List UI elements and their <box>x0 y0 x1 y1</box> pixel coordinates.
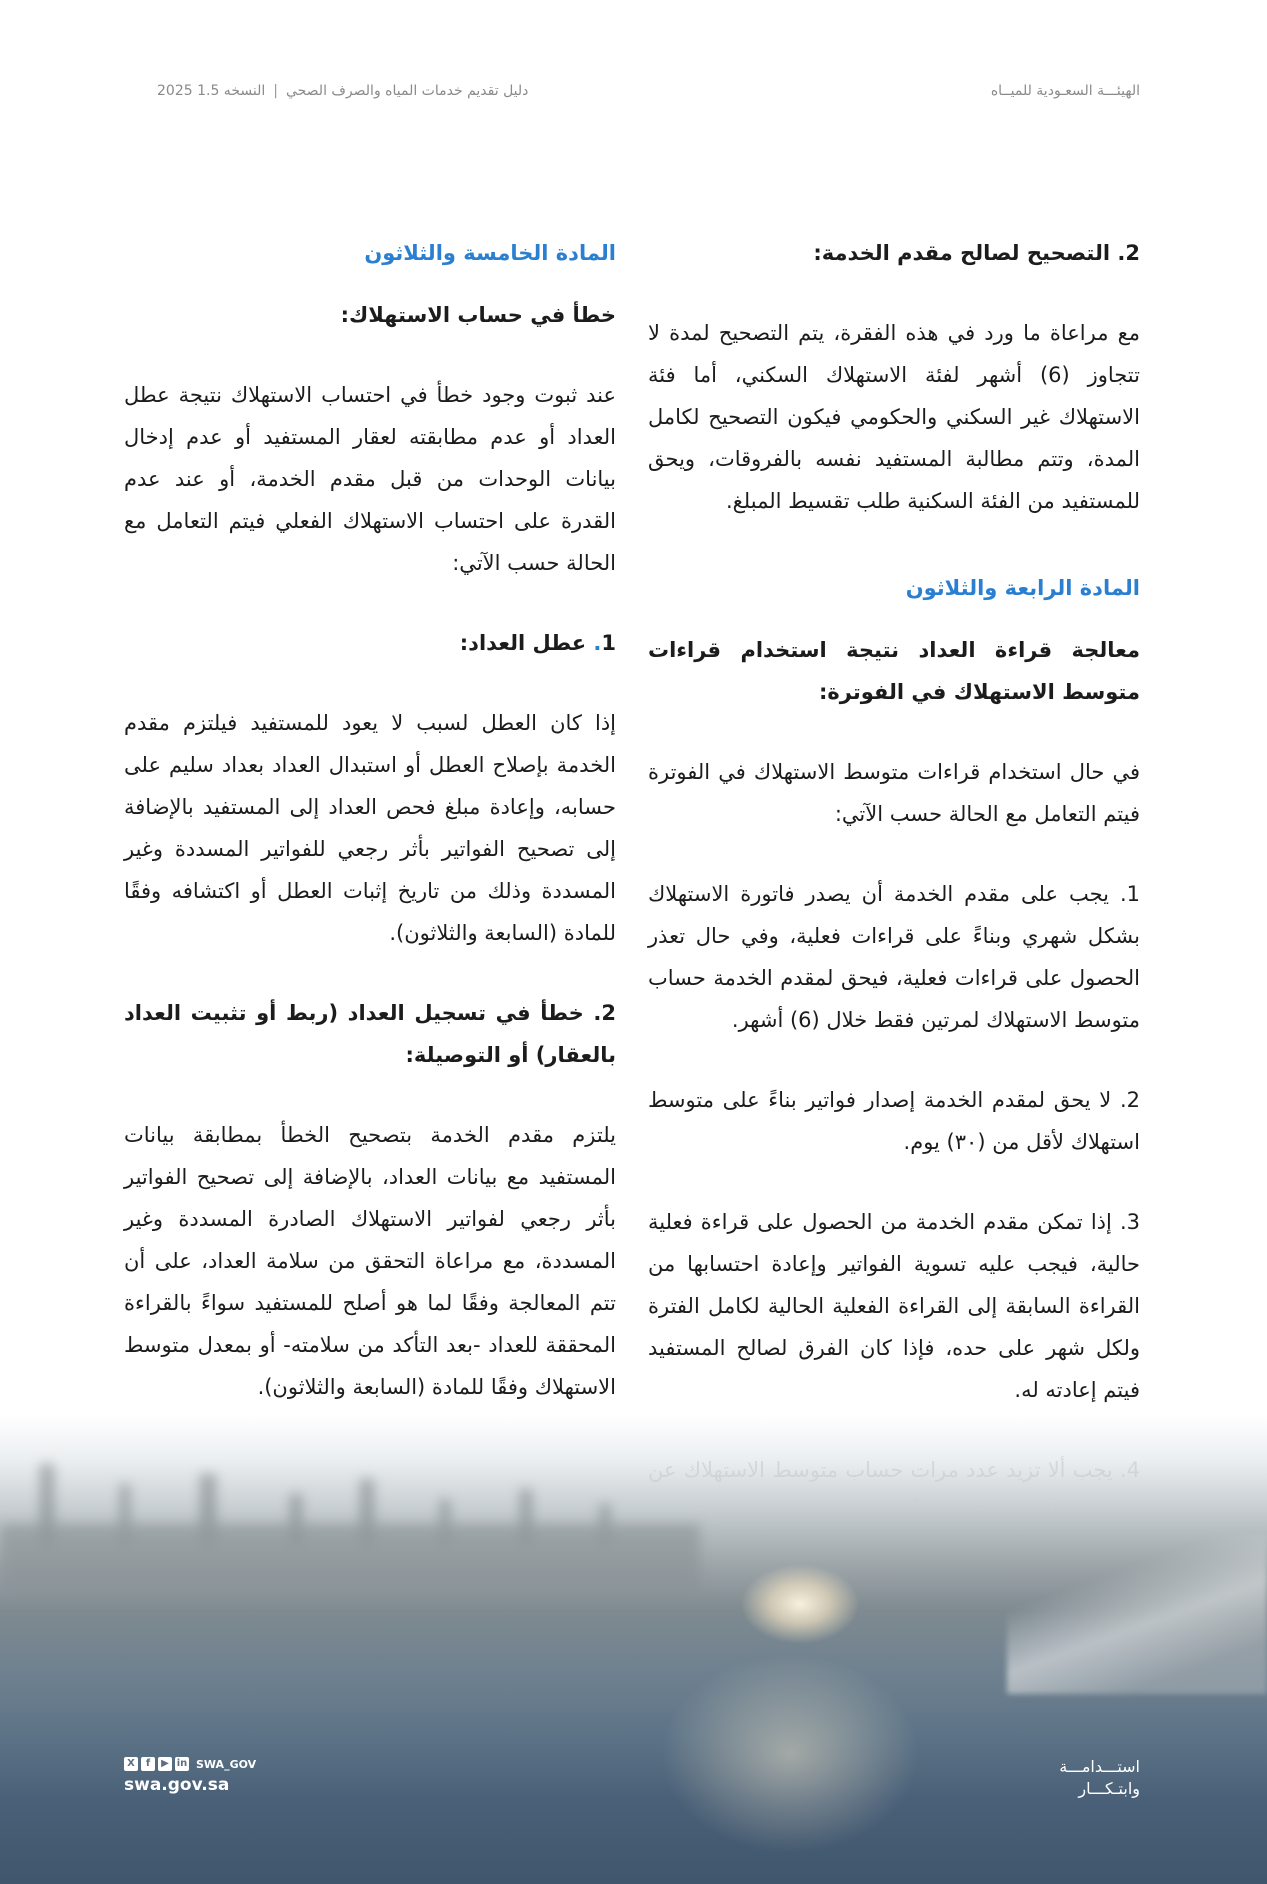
website-link[interactable]: swa.gov.sa <box>124 1775 230 1795</box>
social-handle: SWA_GOV <box>196 1757 257 1771</box>
article-34-item: 2. لا يحق لمقدم الخدمة إصدار فواتير بناءً على متوسط استهلاك لأقل من (٣٠) يوم. <box>648 1088 1140 1154</box>
document-version: النسخه 1.5 2025 <box>157 83 266 99</box>
facility-skyline <box>0 1454 700 1594</box>
page-header <box>157 78 1140 104</box>
water-facility-photo <box>0 1414 1267 1884</box>
article-35-subtitle: خطأ في حساب الاستهلاك: <box>340 303 616 327</box>
footer-contact <box>124 1757 256 1795</box>
article-35-intro: عند ثبوت وجود خطأ في احتساب الاستهلاك نتيجة عطل العداد أو عدم مطابقته لعقار المستفيد أو عدم إدخال بيانات الوحدات من قبل مقدم الخدمة، أو عند عدم القدرة على احتساب الاستهلاك الفعلي فيتم التعامل مع الحالة حسب الآتي: <box>124 383 616 575</box>
meter-fault-number: 1 <box>601 631 616 655</box>
social-links <box>124 1757 256 1771</box>
meter-registration-text: يلتزم مقدم الخدمة بتصحيح الخطأ بمطابقة بيانات المستفيد مع بيانات العداد، بالإضافة إلى تصحيح الفواتير بأثر رجعي لفواتير الاستهلاك الصادرة المسددة وغير المسددة، مع مراعاة التحقق من سلامة العداد، على أن تتم المعالجة وفقًا لما هو أصلح للمستفيد سواءً بالقراءة المحققة للعداد -بعد التأكد من سلامته- أو بمعدل متوسط الاستهلاك وفقًا للمادة (السابعة والثلاثون). <box>124 1123 616 1399</box>
correction-text: مع مراعاة ما ورد في هذه الفقرة، يتم التصحيح لمدة لا تتجاوز (6) أشهر لفئة الاستهلاك السكني، أما فئة الاستهلاك غير السكني والحكومي فيكون التصحيح لكامل المدة، وتتم مطالبة المستفيد نفسه بالفروقات، ويحق للمستفيد من الفئة السكنية طلب تقسيط المبلغ. <box>648 321 1140 513</box>
pool-edge <box>1007 1534 1267 1694</box>
right-column <box>648 232 1140 1533</box>
meter-registration-heading: 2. خطأ في تسجيل العداد (ربط أو تثبيت العداد بالعقار) أو التوصيلة: <box>124 1001 616 1067</box>
linkedin-icon[interactable]: in <box>176 1758 188 1769</box>
sun-glare <box>740 1564 860 1644</box>
article-34-subtitle: معالجة قراءة العداد نتيجة استخدام قراءات متوسط الاستهلاك في الفوترة: <box>648 638 1140 704</box>
article-34-item: 1. يجب على مقدم الخدمة أن يصدر فاتورة الاستهلاك بشكل شهري وبناءً على قراءات فعلية، وفي حال تعذر الحصول على قراءات فعلية، فيحق لمقدم الخدمة حساب متوسط الاستهلاك لمرتين فقط خلال (6) أشهر. <box>648 882 1140 1032</box>
organization-name: الهيئـــة السعـودية للميــاه <box>990 83 1140 99</box>
water-reflection <box>660 1654 920 1854</box>
article-34-title: المادة الرابعة والثلاثون <box>905 576 1140 600</box>
youtube-icon[interactable]: ▶ <box>158 1757 172 1771</box>
document-info <box>157 83 528 99</box>
article-35-title: المادة الخامسة والثلاثون <box>364 241 616 265</box>
article-34-intro: في حال استخدام قراءات متوسط الاستهلاك في الفوترة فيتم التعامل مع الحالة حسب الآتي: <box>648 760 1140 826</box>
article-34-item: 3. إذا تمكن مقدم الخدمة من الحصول على قراءة فعلية حالية، فيجب عليه تسوية الفواتير وإعادة احتسابها من القراءة السابقة إلى القراءة الفعلية الحالية لكامل الفترة ولكل شهر على حده، فإذا كان الفرق لصالح المستفيد فيتم إعادته له. <box>648 1210 1140 1402</box>
meter-fault-label: عطل العداد: <box>459 631 587 655</box>
slogan-line-2: وابتـكـــار <box>1078 1779 1140 1798</box>
facebook-icon[interactable]: f <box>141 1757 155 1771</box>
document-title: دليل تقديم خدمات المياه والصرف الصحي <box>285 83 529 99</box>
meter-fault-heading: 1. عطل العداد: <box>459 631 616 655</box>
header-separator: | <box>273 83 278 99</box>
footer-slogan <box>1059 1756 1140 1800</box>
slogan-line-1: استـــدامـــة <box>1059 1757 1140 1776</box>
left-column <box>124 232 616 1408</box>
meter-fault-text: إذا كان العطل لسبب لا يعود للمستفيد فيلتزم مقدم الخدمة بإصلاح العطل أو استبدال العداد بعداد سليم على حسابه، وإعادة مبلغ فحص العداد إلى المستفيد بالإضافة إلى تصحيح الفواتير بأثر رجعي للفواتير المسددة وغير المسددة وذلك من تاريخ إثبات العطل أو اكتشافه وفقًا للمادة (السابعة والثلاثون). <box>124 711 616 945</box>
x-icon[interactable]: X <box>124 1757 138 1771</box>
correction-heading: 2. التصحيح لصالح مقدم الخدمة: <box>813 241 1140 265</box>
